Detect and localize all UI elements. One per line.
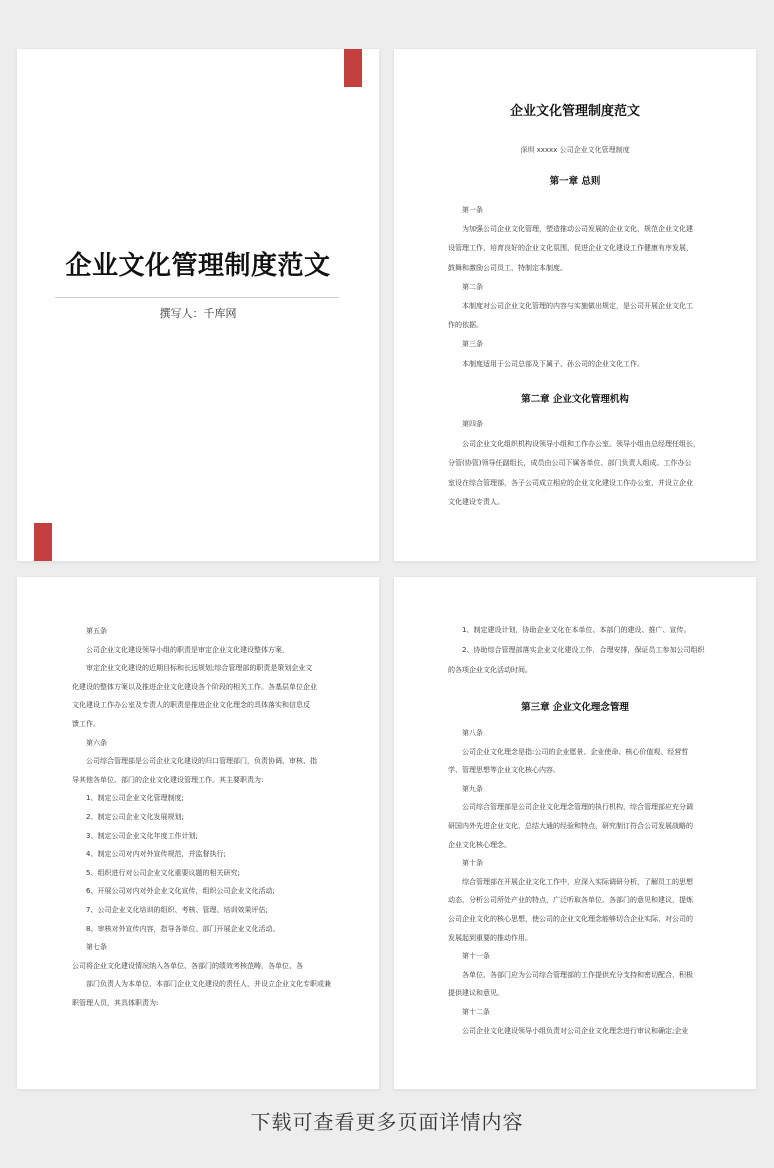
text-line: 审定企业文化建设的近期目标和长远规划;综合管理部的职责是策划企业文 bbox=[86, 664, 313, 673]
article-heading: 第三条 bbox=[462, 340, 483, 349]
text-block bbox=[448, 201, 738, 374]
article-heading: 第十二条 bbox=[462, 1007, 490, 1016]
text-line: 本制度适用于公司总部及下属子、孙公司的企业文化工作。 bbox=[462, 359, 644, 368]
document-page-1 bbox=[394, 49, 756, 561]
document-subtitle: 深圳 xxxxx 公司企业文化管理制度 bbox=[520, 146, 630, 154]
text-line: 综合管理部在开展企业文化工作中，应深入实际调研分析，了解员工的思想 bbox=[462, 877, 693, 886]
text-line: 导其他各单位、部门的企业文化建设管理工作。其主要职责为: bbox=[72, 775, 264, 784]
text-block bbox=[448, 415, 738, 513]
text-block bbox=[448, 724, 738, 1040]
text-line: 各单位、各部门应为公司综合管理部的工作提供充分支持和密切配合，积极 bbox=[462, 970, 693, 979]
text-line: 职管理人员，其具体职责为: bbox=[72, 998, 159, 1007]
text-line: 5、组织进行对公司企业文化重要议题的相关研究; bbox=[86, 868, 240, 877]
text-line: 3、制定公司企业文化年度工作计划; bbox=[86, 831, 198, 840]
text-line: 发展起到重要的推动作用。 bbox=[448, 933, 532, 942]
text-line: 化建设的整体方案以及推进企业文化建设各个阶段的相关工作。各基层单位企业 bbox=[72, 682, 317, 691]
cover-author: 撰写人：千库网 bbox=[159, 307, 237, 320]
download-prompt: 下载可查看更多页面详情内容 bbox=[250, 1110, 524, 1134]
chapter-heading: 第三章 企业文化理念管理 bbox=[521, 702, 629, 713]
article-heading: 第八条 bbox=[462, 729, 483, 737]
text-line: 提供建议和意见。 bbox=[448, 989, 504, 998]
chapter-heading: 第二章 企业文化管理机构 bbox=[521, 394, 629, 405]
text-line: 学、管理思想等企业文化核心内容。 bbox=[448, 766, 560, 775]
text-line: 7、公司企业文化培训的组织、考核、管理、培训效果评估; bbox=[86, 905, 268, 914]
accent-bar-bottom bbox=[34, 523, 52, 561]
article-heading: 第十一条 bbox=[462, 952, 490, 961]
text-line: 的各项企业文化活动时间。 bbox=[448, 665, 532, 674]
text-line: 研国内外先进企业文化，总结大通的经验和特点，研究制订符合公司发展战略的 bbox=[448, 821, 693, 830]
document-page-3 bbox=[394, 577, 756, 1089]
document-title: 企业文化管理制度范文 bbox=[509, 104, 640, 119]
text-line: 设管理工作，培育良好的企业文化氛围，促进企业文化建设工作健康有序发展， bbox=[448, 244, 693, 253]
article-heading: 第二条 bbox=[462, 282, 483, 291]
text-line: 动态，分析公司所处产业的特点，广泛听取各单位、各部门的意见和建议，提炼 bbox=[448, 896, 693, 905]
text-line: 室设在综合管理部，各子公司成立相应的企业文化建设工作办公室，并设立企业 bbox=[448, 478, 693, 487]
text-line: 公司综合管理部是公司企业文化建设的归口管理部门，负责协调、审核、指 bbox=[86, 757, 317, 766]
document-page-2 bbox=[17, 577, 379, 1089]
text-line: 1、制定公司企业文化管理制度; bbox=[86, 794, 184, 803]
text-block bbox=[448, 621, 738, 680]
text-line: 文化建设工作办公室及专责人的职责是推进企业文化理念的具体落实和信息反 bbox=[72, 701, 310, 710]
text-line: 本制度对公司企业文化管理的内容与实施做出规定，是公司开展企业文化工 bbox=[462, 302, 693, 311]
text-line: 公司综合管理部是公司企业文化理念管理的执行机构，综合管理部应充分调 bbox=[462, 803, 693, 812]
text-line: 4、制定公司对内对外宣传规范，并监督执行; bbox=[86, 850, 226, 859]
text-line: 部门负责人为本单位、本部门企业文化建设的责任人，并设立企业文化专职或兼 bbox=[86, 980, 331, 989]
text-line: 鼓舞和激励公司员工，特制定本制度。 bbox=[448, 263, 567, 272]
text-line: 公司企业文化建设领导小组的职责是审定企业文化建设整体方案， bbox=[86, 645, 289, 654]
article-heading: 第九条 bbox=[462, 784, 483, 793]
text-line: 馈工作。 bbox=[72, 719, 100, 728]
cover-page bbox=[17, 49, 379, 561]
article-heading: 第十条 bbox=[462, 859, 483, 868]
divider bbox=[55, 297, 339, 298]
text-line: 为加强公司企业文化管理，塑造推动公司发展的企业文化，规范企业文化建 bbox=[462, 225, 693, 234]
text-block bbox=[72, 622, 362, 1012]
article-heading: 第七条 bbox=[86, 943, 107, 952]
text-line: 1、制定建设计划，协助企业文化在本单位、本部门的建设、推广、宣传。 bbox=[462, 626, 691, 634]
article-heading: 第六条 bbox=[86, 738, 107, 747]
article-heading: 第四条 bbox=[462, 420, 483, 428]
accent-bar-top bbox=[344, 49, 362, 87]
chapter-heading: 第一章 总则 bbox=[549, 176, 601, 187]
text-line: 6、开展公司对内对外企业文化宣传，组织公司企业文化活动; bbox=[86, 887, 275, 896]
article-heading: 第一条 bbox=[462, 206, 483, 214]
text-line: 8、审核对外宣传内容，指导各单位、部门开展企业文化活动。 bbox=[86, 924, 280, 933]
article-heading: 第五条 bbox=[86, 627, 107, 635]
text-line: 2、制定公司企业文化发展规划; bbox=[86, 812, 184, 821]
text-line: 企业文化核心理念。 bbox=[448, 840, 511, 849]
text-line: 公司企业文化理念是指:公司的企业愿景、企业使命、核心价值观、经营哲 bbox=[462, 747, 689, 756]
text-line: 公司企业文化的核心思想，使公司的企业文化理念能够切合企业实际，对公司的 bbox=[448, 914, 693, 923]
cover-title: 企业文化管理制度范文 bbox=[65, 251, 331, 281]
text-line: 2、协助综合管理部落实企业文化建设工作，合理安排，保证员工参加公司组织 bbox=[462, 645, 705, 654]
text-line: 公司企业文化建设领导小组负责对公司企业文化理念进行审议和确定;企业 bbox=[462, 1026, 689, 1035]
text-line: 作的依据。 bbox=[448, 321, 483, 330]
text-line: 文化建设专责人。 bbox=[448, 498, 504, 507]
text-line: 公司企业文化组织机构设领导小组和工作办公室。领导小组由总经理任组长， bbox=[462, 439, 700, 448]
text-line: 公司将企业文化建设情况纳入各单位、各部门的绩效考核范畴，各单位、各 bbox=[72, 961, 303, 970]
text-line: 分管(协管)领导任副组长，成员由公司下属各单位、部门负责人组成。工作办公 bbox=[448, 459, 692, 468]
